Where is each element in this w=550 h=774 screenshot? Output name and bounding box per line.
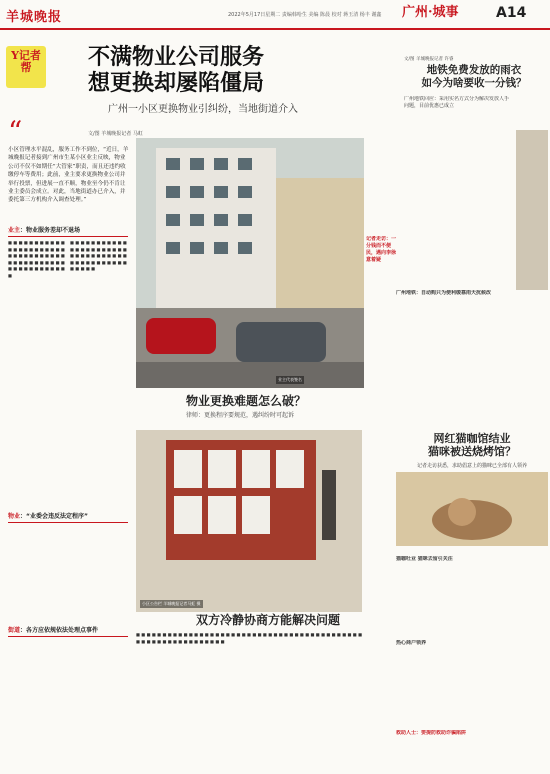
cat-image	[396, 472, 548, 546]
reporter-badge-text: Y记者帮	[11, 49, 41, 74]
question-headline: 物业更换难题怎么破？	[186, 394, 307, 408]
cat-headline: 网红猫咖馆结业 猫咪被送烧烤馆？	[428, 432, 516, 458]
side-byline: 文/图 羊城晚报记者 许睿	[404, 57, 454, 62]
side-headline: 地铁免费发放的雨衣 如今为啥要收一分钱？	[421, 64, 527, 89]
side-sub: 广州地铁回应：采用实名方式分为解决发放人手问题，目前优惠已成立	[404, 96, 510, 109]
quote-mark-icon: “	[8, 115, 23, 148]
residential-photo	[136, 138, 364, 388]
question-subhead: 律师：更换程序要规范，遇纠纷时可起诉	[186, 412, 295, 419]
subhead-owners: 业主：物业服务差却不退场	[8, 226, 128, 237]
lead-byline: 文/图 羊城晚报记者 马虹	[88, 131, 143, 137]
subhead-key: 街道	[8, 627, 21, 634]
residential-building-image	[136, 138, 364, 388]
body-text: ■ ■ ■ ■ ■ ■ ■ ■ ■ ■ ■ ■ ■ ■ ■ ■ ■ ■ ■ ■ ■ ■ ■ ■ ■ ■ ■ ■ ■ ■ ■ ■ ■ ■ ■ ■ ■ ■ ■ ■ ■ ■ ■ ■ ■ ■ ■ ■ ■ ■ ■ ■ ■ ■ ■ ■	[8, 240, 65, 278]
subhead-property: 物业：“业委会违反法定程序”	[8, 512, 128, 523]
bulletin-board-image	[136, 430, 362, 612]
lead-headline: 不满物业公司服务 想更换却屡陷僵局	[88, 44, 265, 96]
section-title: 广州·城事	[402, 5, 459, 20]
subhead-text: 物业服务差却不退场	[26, 227, 81, 234]
lead-subhead: 广州一小区更换物业引纠纷，当地街道介入	[108, 104, 298, 115]
cat-sub1: 猫咖吐业 猫咪去留引关注	[396, 556, 453, 562]
dateline: 2022年5月17日星期二 责编韩哈生 美编 陈晨 校对 蒋玉清 杨丰 谢鑫	[228, 12, 382, 18]
subhead-text: 各方应依规依法处理点事件	[26, 627, 99, 634]
bottom-headline: 双方冷静协商方能解决问题	[196, 613, 341, 627]
subhead-text: “业委会违反法定程序”	[26, 513, 88, 520]
photo-caption: 小区公告栏 羊城晚报记者马虹 摄	[142, 601, 201, 606]
page-number: A14	[496, 5, 527, 21]
newspaper-logo: 羊城晚报	[6, 10, 63, 25]
body-text: ■ ■ ■ ■ ■ ■ ■ ■ ■ ■ ■ ■ ■ ■ ■ ■ ■ ■ ■ ■ ■ ■ ■ ■ ■ ■ ■ ■ ■ ■ ■ ■ ■ ■ ■ ■ ■ ■ ■ ■ ■ ■ ■ ■ ■ ■ ■ ■ ■	[70, 240, 127, 272]
cat-photo	[396, 472, 548, 546]
body-text: ■ ■ ■ ■ ■ ■ ■ ■ ■ ■ ■ ■ ■ ■ ■ ■ ■ ■ ■ ■ ■ ■ ■ ■ ■ ■ ■ ■ ■ ■ ■ ■ ■ ■ ■ ■ ■ ■ ■ ■ ■ ■ ■ ■ ■ ■ ■ ■ ■ ■ ■ ■ ■ ■ ■ ■ ■ ■ ■ ■	[136, 632, 363, 644]
side-subhead: 广州地铁：自动购只为便利缓靠雨天扰候改	[396, 290, 492, 296]
subhead-key: 业主	[8, 227, 21, 234]
side-reporter-note: 记者走访：一分钱而不便民，遇向李徐意着疑	[366, 236, 396, 263]
bulletin-photo	[136, 430, 362, 612]
metro-raincoat-photo	[516, 130, 548, 290]
lead-paragraph: 小区管理水平混乱，服务工作不到位，“近日，羊城晚报记者接到广州市生某小区业主反映，物业公司不仅不如期任“大管家”职责，而且还违约收缴停车等费用；此前，业主要求更换物业公司并举行投票，但进展一直不顺，物业至今仍不肯让业主委员会成立。对此，当地街道办已介入，并委托第三方机构介入调查处理。”	[8, 147, 129, 204]
subhead-street: 街道：各方应依规依法处理点事件	[8, 626, 128, 637]
photo-caption: 业主代表签名	[278, 377, 302, 382]
cat-sub2: 热心商户领养	[396, 640, 427, 646]
cat-sub3: 救助人士：要提防救助诈骗陷阱	[396, 730, 467, 736]
cat-note: 记者走访获悉，求助倡意上的猫咪已全部有人领养	[416, 463, 527, 469]
subhead-key: 物业	[8, 513, 21, 520]
